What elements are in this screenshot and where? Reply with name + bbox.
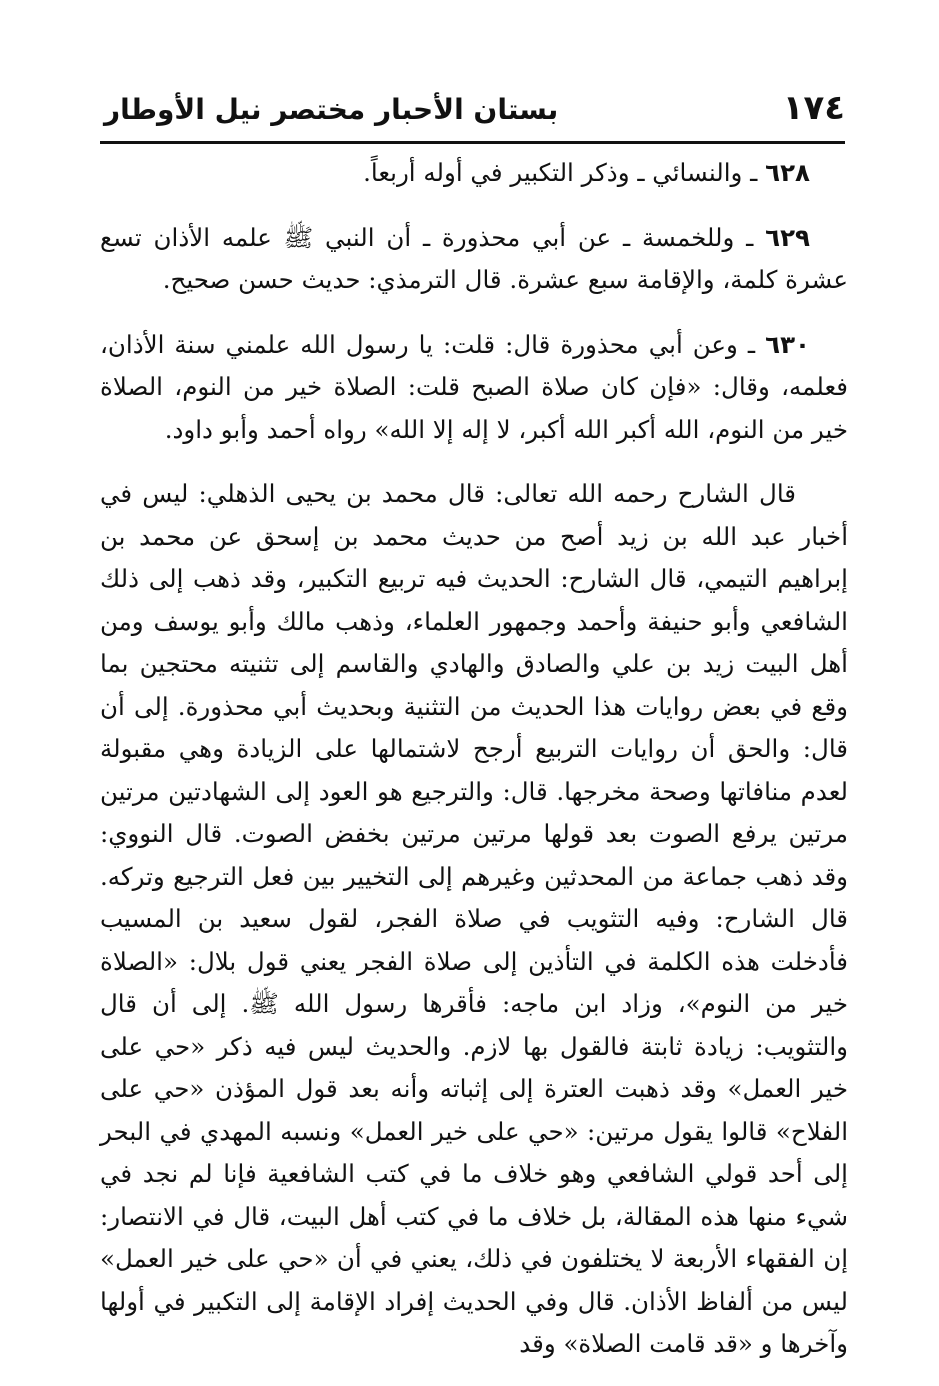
running-title: بستان الأحبار مختصر نيل الأوطار (104, 93, 559, 126)
page-number: ١٧٤ (782, 88, 845, 128)
hadith-629 (100, 217, 848, 302)
page-header (100, 80, 845, 140)
hadith-text: ـ وللخمسة ـ عن أبي محذورة ـ أن النبي ﷺ علمه الأذان تسع عشرة كلمة، والإقامة سبع عشرة. قال الترمذي: حديث حسن صحيح. (100, 222, 848, 294)
hadith-630 (100, 324, 848, 452)
header-divider (100, 141, 845, 144)
hadith-number: ٦٢٨ (765, 158, 810, 187)
hadith-number: ٦٢٩ (765, 222, 810, 252)
commentary-paragraph: قال الشارح رحمه الله تعالى: قال محمد بن يحيى الذهلي: ليس في أخبار عبد الله بن زيد أصح من حديث محمد بن إسحق عن محمد بن إبراهيم التيمي، قال الشارح: الحديث فيه تربيع التكبير، وقد ذهب إلى ذلك الشافعي وأبو حنيفة وأحمد وجمهور العلماء، وذهب مالك وأبو يوسف ومن أهل البيت زيد بن علي والصادق والهادي والقاسم إلى تثنيته محتجين بما وقع في بعض روايات هذا الحديث من التثنية وبحديث أبي محذورة. إلى أن قال: والحق أن روايات التربيع أرجح لاشتمالها على الزيادة وهي مقبولة لعدم منافاتها وصحة مخرجها. قال: والترجيع هو العود إلى الشهادتين مرتين مرتين يرفع الصوت بعد قولها مرتين مرتين بخفض الصوت. قال النووي: وقد ذهب جماعة من المحدثين وغيرهم إلى التخيير بين فعل الترجيع وتركه. قال الشارح: وفيه التثويب في صلاة الفجر، لقول سعيد بن المسيب فأدخلت هذه الكلمة في التأذين إلى صلاة الفجر يعني قول بلال: «الصلاة خير من النوم»، وزاد ابن ماجه: فأقرها رسول الله ﷺ. إلى أن قال والتثويب: زيادة ثابتة فالقول بها لازم. والحديث ليس فيه ذكر «حي على خير العمل» وقد ذهبت العترة إلى إثباته وأنه بعد قول المؤذن «حي على الفلاح» قالوا يقول مرتين: «حي على خير العمل» ونسبه المهدي في البحر إلى أحد قولي الشافعي وهو خلاف ما في كتب الشافعية فإنا لم نجد في شيء منها هذه المقالة، بل خلاف ما في كتب أهل البيت، قال في الانتصار: إن الفقهاء الأربعة لا يختلفون في ذلك، يعني في أن «حي على خير العمل» ليس من ألفاظ الأذان. قال وفي الحديث إفراد الإقامة إلى التكبير في أولها وآخرها و «قد قامت الصلاة» وقد (100, 479, 848, 1358)
hadith-628 (100, 152, 848, 195)
hadith-text: ـ والنسائي ـ وذكر التكبير في أوله أربعاً. (363, 158, 766, 187)
hadith-number: ٦٣٠ (765, 329, 810, 359)
hadith-text: ـ وعن أبي محذورة قال: قلت: يا رسول الله علمني سنة الأذان، فعلمه، وقال: «فإن كان صلاة الصبح قلت: الصلاة خير من النوم، الصلاة خير من النوم، الله أكبر الله أكبر، لا إله إلا الله» رواه أحمد وأبو داود. (100, 329, 848, 444)
page-body (100, 152, 848, 1366)
